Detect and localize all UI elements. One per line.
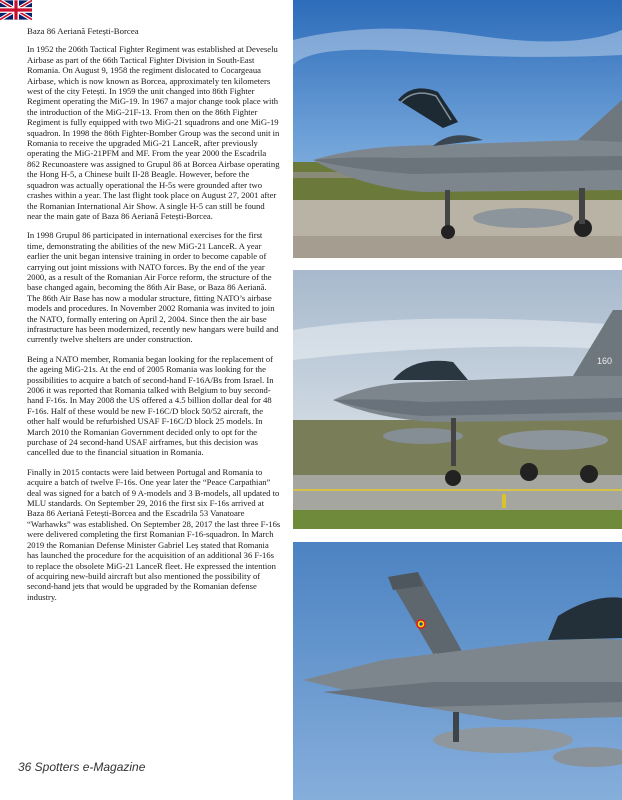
article-title: Baza 86 Aeriană Fetești-Borcea xyxy=(27,26,139,36)
article-paragraph: In 1998 Grupul 86 participated in international exercises for the first time, demonstrating the abilities of the new MiG-21 LanceR. A year earlier the unit began intensive training in order to become capable of carrying out joint missions with NATO forces. By the end of the year 2000, as a result of the Romanian Air Force reform, the structure of the base changed again, becoming the 86th Air Base, or Baza 86 Aeriană. The 86th Air Base has now a modular structure, fitting NATO’s airbase models and procedures. In November 2002 Romania was invited to join the NATO, formally entering on April 2, 2004. Since then the air base infrastructure has been modernized, recently new hangars were build and currently twelve shelters are under construction. xyxy=(27,230,279,345)
tail-code: 160 xyxy=(597,356,613,366)
article-paragraph: In 1952 the 206th Tactical Fighter Regiment was established at Deveselu Airbase as part of the 66th Tactical Fighter Division in South-East Romania. On August 9, 1958 the regiment dislocated to Cocargeaua Airbase, which is now known as Borcea, approximately ten kilometers west of the city Fetești. In 1959 the unit changed into 86th Fighter Regiment operating the MiG-19. In 1967 a major change took place with the introduction of the MiG-21F-13. From then on the 86th Fighter Regiment is fully equipped with two MiG-21 squadrons and one MiG-19 squadron. In 1998 the 86th Fighter-Bomber Group was the second unit in Romania to receive the upgraded MiG-21 LanceR, after previously operating the MiG-21PFM and MF. From the year 2000 the Escadrila 862 Recunoastere was assigned to Grupul 86 at Borcea Airbase operating the Hong H-5, a Chinese built Il-28 Beagle. However, before the squadron was actually operational the H-5s were grounded after two crashes within a year. The last flight took place on August 27, 2001 after the Romanian International Air Show. A single H-5 can still be found near the main gate of Baza 86 Aeriană Fetești-Borcea. xyxy=(27,44,280,221)
article-text-column xyxy=(27,26,281,611)
page-footer: 36 Spotters e-Magazine xyxy=(18,760,146,774)
uk-flag-icon xyxy=(0,0,32,20)
f16-two-seat-tail-photo xyxy=(293,542,622,800)
f16-taxiing-photo xyxy=(293,270,622,529)
article-paragraph: Being a NATO member, Romania began looking for the replacement of the ageing MiG-21s. At the end of 2005 Romania was looking for the possibilities to acquire a batch of second-hand F-16A/Bs from Israel. In 2006 it was reported that Romania talked with Belgium to buy second-hand F-16s. In May 2008 the US offered a 4.5 billion dollar deal for 48 F-16s. Half of these would be new F-16C/D block 50/52 aircraft, the other half would be refurbished USAF F-16C/D block 25 models. In March 2010 the Romanian Government decided only to opt for the purchase of 24 second-hand USAF airframes, but this decision was cancelled due to the financial situation in Romania. xyxy=(27,353,274,458)
f16-parked-canopy-open-photo xyxy=(293,0,622,258)
article-paragraph: Finally in 2015 contacts were laid between Portugal and Romania to acquire a batch of twelve F-16s. One year later the “Peace Carpathian” deal was signed for a batch of 9 A-models and 3 B-models, all updated to MLU standards. On September 29, 2016 the first six F-16s arrived at Baza 86 Aeriană Fetești-Borcea and the Escadrila 53 Vanatoare “Warhawks” was established. On September 28, 2017 the last three F-16s were delivered completing the first Romanian F-16-squadron. In March 2019 the Romanian Defense Minister Gabriel Leș stated that Romania has launched the procedure for the acquisition of an additional 36 F-16s to replace the obsolete MiG-21 LanceR fleet. He expressed the intention of acquiring new-build aircraft but also mentioned the possibility of second-hand jets that would be upgraded by the Romanian defense industry. xyxy=(27,466,281,602)
